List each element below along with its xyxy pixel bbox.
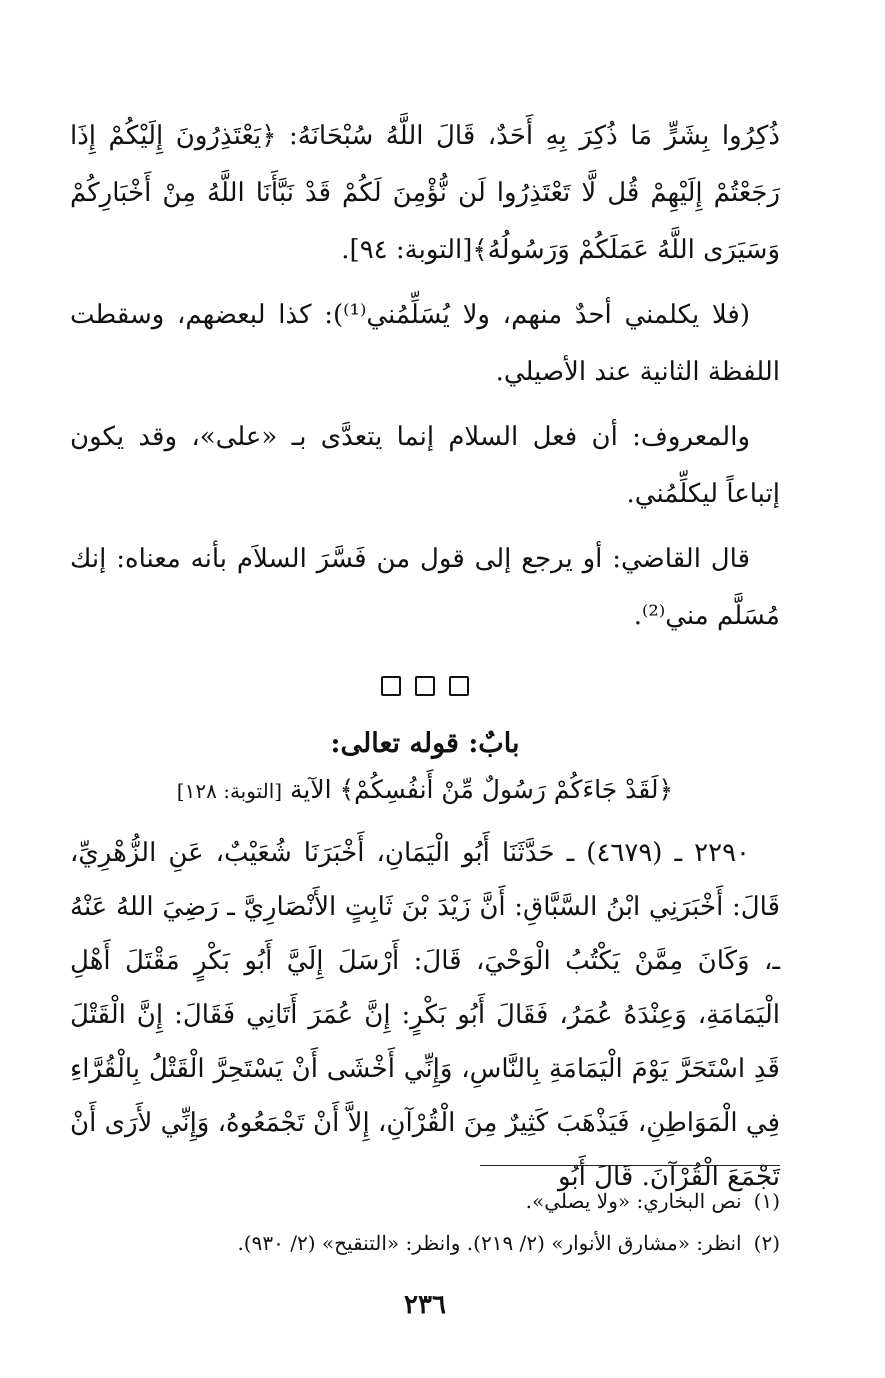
verse-reference: [التوبة: ١٢٨] bbox=[176, 779, 283, 803]
footnote-item bbox=[70, 1224, 780, 1262]
hadith-text: ٢٢٩٠ ـ (٤٦٧٩) ـ حَدَّثَنَا أَبُو الْيَمَانِ، أَخْبَرَنَا شُعَيْبٌ، عَنِ الزُّهْرِيِّ، قَالَ: أَخْبَرَنِي ابْنُ السَّبَّاقِ: أَنَّ زَيْدَ بْنَ ثَابِتٍ الأَنْصَارِيَّ ـ رَضِيَ اللهُ عَنْهُ ـ، وَكَانَ مِمَّنْ يَكْتُبُ الْوَحْيَ، قَالَ: أَرْسَلَ إِلَيَّ أَبُو بَكْرٍ مَقْتَلَ أَهْلِ الْيَمَامَةِ، وَعِنْدَهُ عُمَرُ، فَقَالَ أَبُو بَكْرٍ: إِنَّ عُمَرَ أَتَانِي فَقَالَ: إِنَّ الْقَتْلَ قَدِ اسْتَحَرَّ يَوْمَ الْيَمَامَةِ بِالنَّاسِ، وَإِنِّي أَخْشَى أَنْ يَسْتَحِرَّ الْقَتْلُ بِالْقُرَّاءِ فِي الْمَوَاطِنِ، فَيَذْهَبَ كَثِيرٌ مِنَ الْقُرْآنِ، إِلاَّ أَنْ تَجْمَعُوهُ، وَإِنِّي لأَرَى أَنْ تَجْمَعَ الْقُرْآنَ. قَالَ أَبُو bbox=[70, 838, 780, 1192]
book-page bbox=[70, 0, 780, 1378]
square-ornament-icon bbox=[415, 676, 435, 696]
chapter-heading: بابٌ: قوله تعالى: bbox=[330, 728, 520, 759]
square-ornament-icon bbox=[449, 676, 469, 696]
paragraph-commentary-1: (فلا يكلمني أحدٌ منهم، ولا يُسَلِّمُني⁽¹⁾): كذا لبعضهم، وسقطت اللفظة الثانية عند الأصيلي. bbox=[70, 300, 780, 387]
paragraph-commentary-3: قال القاضي: أو يرجع إلى قول من فَسَّرَ السلاَم بأنه معناه: إنك مُسَلَّم مني⁽²⁾. bbox=[70, 544, 780, 631]
square-ornament-icon bbox=[381, 676, 401, 696]
footnote-text: انظر: «مشارق الأنوار» (٢/ ٢١٩). وانظر: «التنقيح» (٢/ ٩٣٠). bbox=[237, 1231, 742, 1255]
page-number: ٢٣٦ bbox=[404, 1290, 446, 1320]
paragraph-commentary-2: والمعروف: أن فعل السلام إنما يتعدَّى بـ «على»، وقد يكون إتباعاً ليكلِّمُني. bbox=[70, 422, 780, 509]
paragraph-quran-citation: ذُكِرُوا بِشَرٍّ مَا ذُكِرَ بِهِ أَحَدٌ، قَالَ اللَّهُ سُبْحَانَهُ: ﴿يَعْتَذِرُونَ إِلَيْكُمْ إِذَا رَجَعْتُمْ إِلَيْهِمْ قُل لَّا تَعْتَذِرُوا لَن نُّؤْمِنَ لَكُمْ قَدْ نَبَّأَنَا اللَّهُ مِنْ أَخْبَارِكُمْ وَسَيَرَى اللَّهُ عَمَلَكُمْ وَرَسُولُهُ﴾[التوبة: ٩٤]. bbox=[70, 121, 780, 265]
footnote-item bbox=[70, 1182, 780, 1220]
footnotes bbox=[70, 1182, 780, 1266]
verse-text: ﴿لَقَدْ جَاءَكُمْ رَسُولٌ مِّنْ أَنفُسِكُمْ﴾ الآية bbox=[290, 775, 674, 804]
main-text bbox=[70, 108, 780, 1204]
section-separator bbox=[70, 665, 780, 705]
footnote-divider bbox=[480, 1165, 780, 1166]
footnote-number: (١) bbox=[753, 1189, 780, 1213]
chapter-verse bbox=[70, 769, 780, 812]
footnote-text: نص البخاري: «ولا يصلي». bbox=[525, 1189, 742, 1213]
footnote-number: (٢) bbox=[753, 1231, 780, 1255]
